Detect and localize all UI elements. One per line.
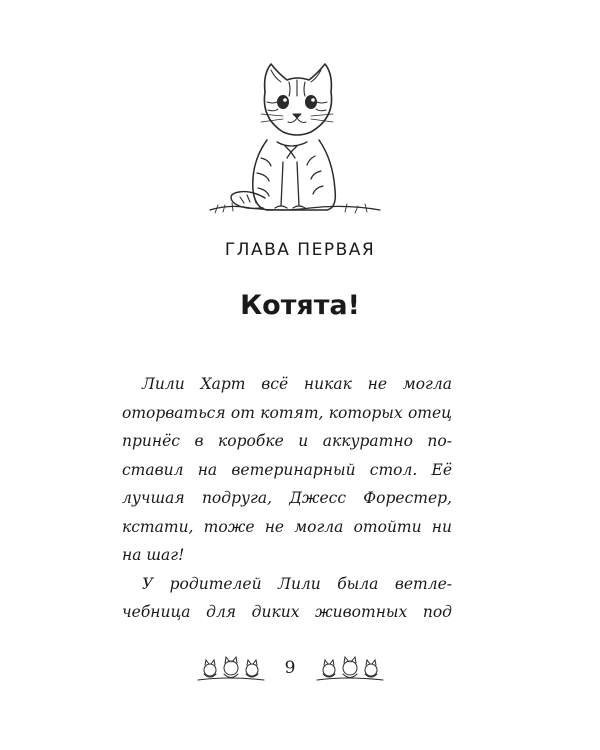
- text-line: Лили Харт всё никак не могла: [142, 375, 452, 393]
- kittens-ornament-icon: [315, 654, 385, 684]
- text-line: кстати, тоже не могла отойти ни: [122, 517, 452, 536]
- text-line: оторваться от котят, которых отец: [122, 403, 452, 422]
- page-number: 9: [284, 658, 296, 678]
- text-line: У родителей Лили была ветле-: [142, 574, 452, 593]
- chapter-label: ГЛАВА ПЕРВАЯ: [224, 240, 376, 260]
- body-text: [122, 370, 452, 627]
- page-footer: [0, 652, 600, 692]
- kitten-illustration-icon: [205, 58, 385, 228]
- text-line: принёс в коробке и аккуратно по-: [122, 432, 452, 450]
- kittens-ornament-icon: [196, 654, 266, 684]
- text-line: на шаг!: [122, 546, 185, 564]
- text-line: лучшая подруга, Джесс Форестер,: [122, 489, 452, 507]
- text-line: ставил на ветеринарный стол. Её: [122, 460, 452, 479]
- text-line: чебница для диких животных под: [122, 603, 452, 621]
- chapter-title: Котята!: [240, 290, 360, 321]
